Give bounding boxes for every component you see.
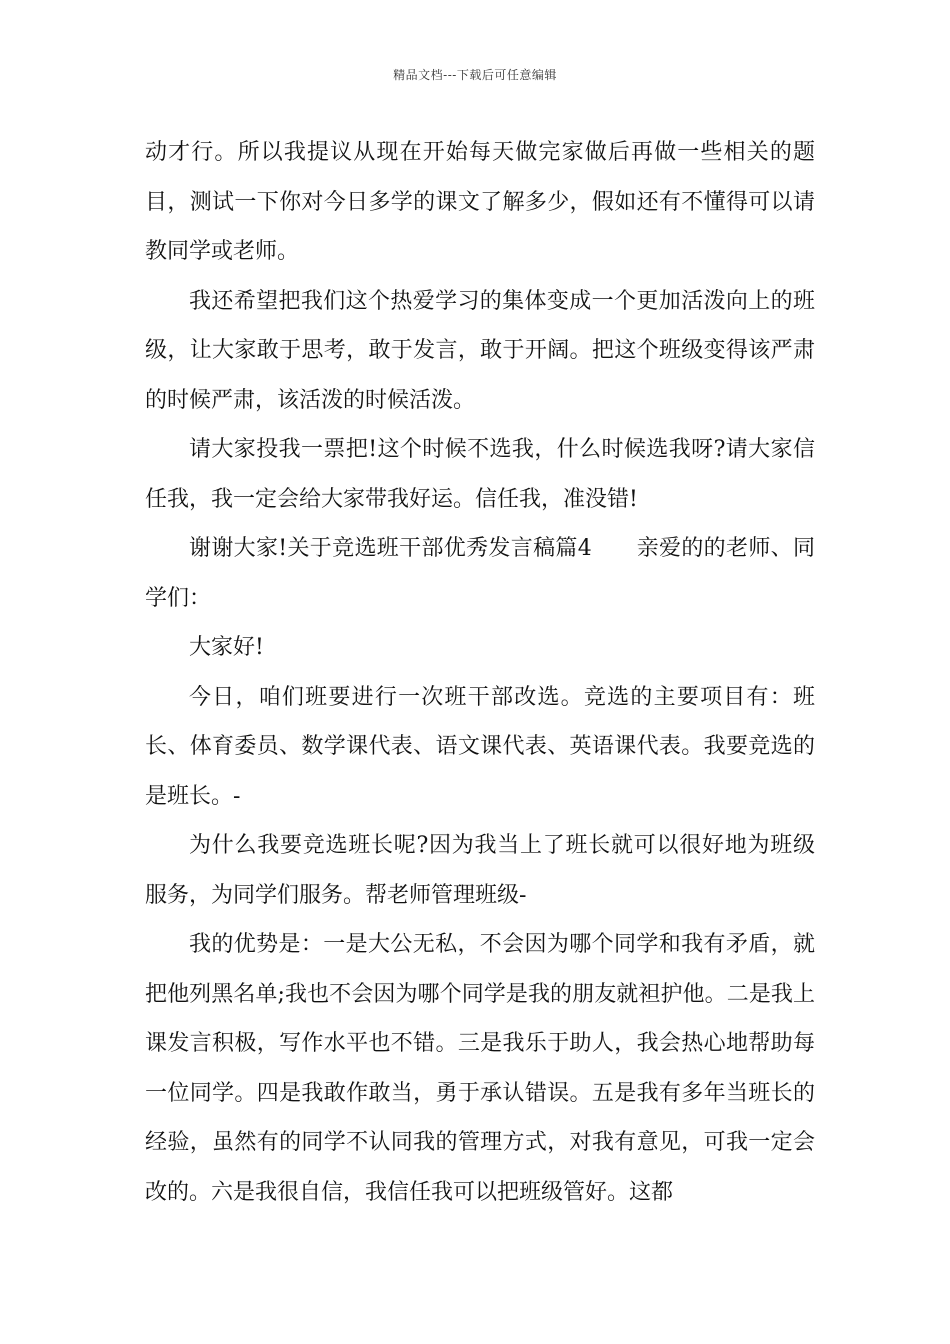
paragraph: 请大家投我一票把!这个时候不选我，什么时候选我呀?请大家信任我，我一定会给大家带我好运。信任我，准没错!	[145, 437, 815, 512]
paragraph: 谢谢大家!关于竞选班干部优秀发言稿篇4 亲爱的的老师、同学们：	[145, 536, 815, 611]
paragraph: 我的优势是：一是大公无私，不会因为哪个同学和我有矛盾，就把他列黑名单;我也不会因为哪个同学是我的朋友就袒护他。二是我上课发言积极，写作水平也不错。三是我乐于助人，我会热心地帮助每一位同学。四是我敢作敢当，勇于承认错误。五是我有多年当班长的经验，虽然有的同学不认同我的管理方式，对我有意见，可我一定会改的。六是我很自信，我信任我可以把班级管好。这都	[145, 932, 815, 1205]
paragraph: 今日，咱们班要进行一次班干部改选。竞选的主要项目有：班长、体育委员、数学课代表、语文课代表、英语课代表。我要竞选的是班长。-	[145, 684, 815, 809]
page-header: 精品文档---下载后可任意编辑	[393, 68, 557, 82]
paragraph: 大家好!	[189, 635, 264, 660]
body-text	[145, 128, 815, 1217]
paragraph: 我还希望把我们这个热爱学习的集体变成一个更加活泼向上的班级，让大家敢于思考，敢于发言，敢于开阔。把这个班级变得该严肃的时候严肃，该活泼的时候活泼。	[145, 288, 815, 413]
paragraph: 动才行。所以我提议从现在开始每天做完家做后再做一些相关的题目，测试一下你对今日多学的课文了解多少，假如还有不懂得可以请教同学或老师。	[145, 140, 815, 264]
paragraph: 为什么我要竞选班长呢?因为我当上了班长就可以很好地为班级服务，为同学们服务。帮老师管理班级-	[145, 833, 815, 908]
